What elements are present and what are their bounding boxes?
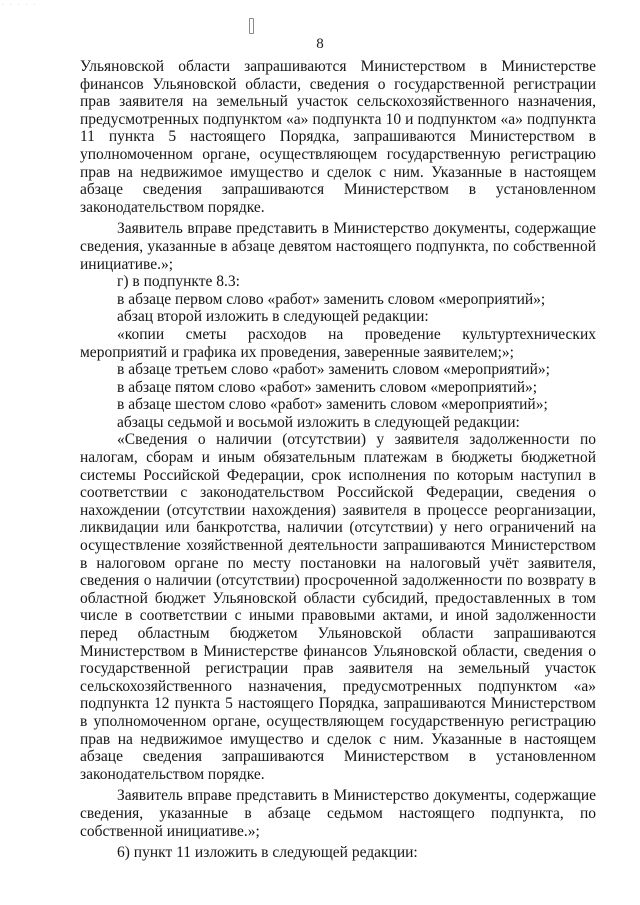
document-body xyxy=(80,58,596,862)
paragraph-applicant-right-2: Заявитель вправе представить в Министерство документы, содержащие сведения, указанные в абзаце седьмом настоящего подпункта, по собственной инициативе.»; xyxy=(80,787,596,840)
paragraph-debt-information: «Сведения о наличии (отсутствии) у заявителя задолженности по налогам, сборам и иным обязательным платежам в бюджеты бюджетной системы Российской Федерации, срок исполнения по которым наступил в соответствии с законодательством Российской Федерации, сведения о нахождении (отсутствии нахождения) заявителя в процессе реорганизации, ликвидации или банкротства, наличии (отсутствии) у него ограничений на осуществление хозяйственной деятельности запрашиваются Министерством в налоговом органе по месту постановки на налоговый учёт заявителя, сведения о наличии (отсутствии) просроченной задолженности по возврату в областной бюджет Ульяновской области субсидий, предоставленных в том числе в соответствии с иными правовыми актами, и иной задолженности перед областным бюджетом Ульяновской области запрашиваются Министерством в Министерстве финансов Ульяновской области, сведения о государственной регистрации прав заявителя на земельный участок сельскохозяйственного назначения, предусмотренных подпунктом «а» подпункта 12 пункта 5 настоящего Порядка, запрашиваются Министерством в уполномоченном органе, осуществляющем государственную регистрацию прав на недвижимое имущество и сделок с ним. Указанные в настоящем абзаце сведения запрашиваются Министерством в установленном законодательством порядке. xyxy=(80,431,596,783)
paragraph-first-abzac: в абзаце первом слово «работ» заменить словом «мероприятий»; xyxy=(117,290,546,308)
paragraph-point-11: 6) пункт 11 изложить в следующей редакции: xyxy=(117,844,418,862)
paragraph-estimate-copies: «копии сметы расходов на проведение культуртехнических мероприятий и графика их проведения, заверенные заявителем;»; xyxy=(80,325,596,361)
paragraph-applicant-right-1: Заявитель вправе представить в Министерство документы, содержащие сведения, указанные в абзаце девятом настоящего подпункта, по собственной инициативе.»; xyxy=(80,220,596,273)
paragraph-second-abzac: абзац второй изложить в следующей редакции: xyxy=(117,308,429,326)
paragraph-fifth-abzac: в абзаце пятом слово «работ» заменить словом «мероприятий»; xyxy=(117,378,538,396)
binder-mark xyxy=(249,18,254,34)
paragraph-third-abzac: в абзаце третьем слово «работ» заменить словом «мероприятий»; xyxy=(117,361,550,379)
page-number: 8 xyxy=(316,36,324,52)
paragraph-continuation: Ульяновской области запрашиваются Министерством в Министерстве финансов Ульяновской области, сведения о государственной регистрации прав заявителя на земельный участок сельскохозяйственного назначения, предусмотренных подпунктом «а» подпункта 10 и подпунктом «а» подпункта 11 пункта 5 настоящего Порядка, запрашиваются Министерством в уполномоченном органе, осуществляющем государственную регистрацию прав на недвижимое имущество и сделок с ним. Указанные в настоящем абзаце сведения запрашиваются Министерством в установленном законодательством порядке. xyxy=(80,58,596,216)
paragraph-seventh-eighth-abzac: абзацы седьмой и восьмой изложить в следующей редакции: xyxy=(117,413,520,431)
scan-corner-marks: · · · · · xyxy=(2,2,38,9)
paragraph-sixth-abzac: в абзаце шестом слово «работ» заменить словом «мероприятий»; xyxy=(117,396,548,414)
paragraph-subpoint-g: г) в подпункте 8.3: xyxy=(117,273,240,291)
